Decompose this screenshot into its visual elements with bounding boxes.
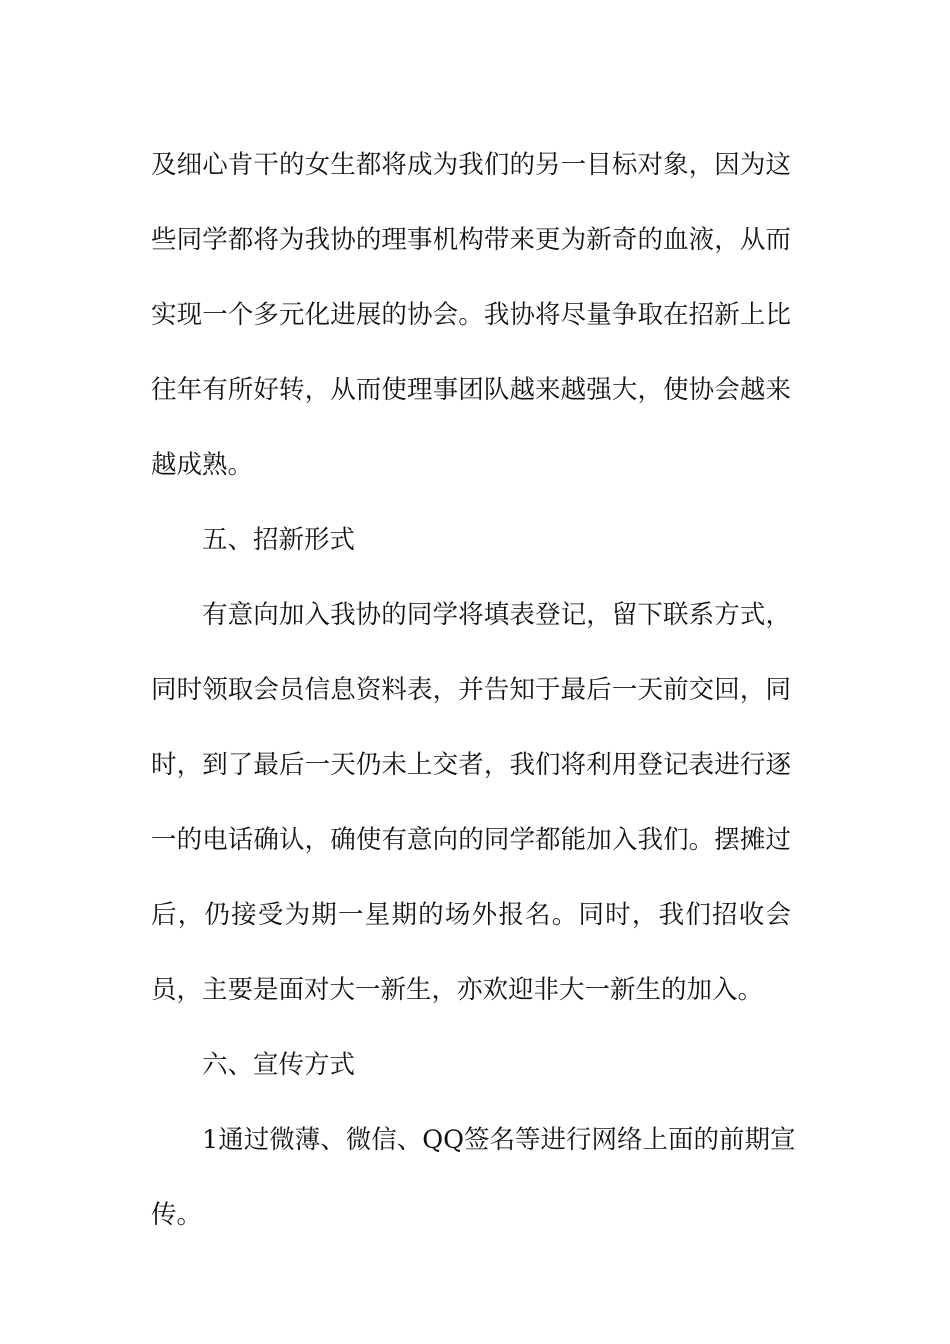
paragraph-line: 有意向加入我协的同学将填表登记，留下联系方式， <box>202 600 791 630</box>
paragraph-line: 往年有所好转，从而使理事团队越来越强大，使协会越来 <box>151 375 791 405</box>
paragraph-line: 时，到了最后一天仍未上交者，我们将利用登记表进行逐 <box>151 750 791 780</box>
paragraph-line: 传。 <box>151 1200 203 1230</box>
paragraph-line: 员，主要是面对大一新生，亦欢迎非大一新生的加入。 <box>151 975 764 1005</box>
paragraph-line: 1通过微薄、微信、QQ签名等进行网络上面的前期宣 <box>202 1125 796 1155</box>
paragraph-line: 后，仍接受为期一星期的场外报名。同时，我们招收会 <box>151 900 791 930</box>
paragraph-line: 同时领取会员信息资料表，并告知于最后一天前交回，同 <box>151 675 791 705</box>
paragraph-line: 些同学都将为我协的理事机构带来更为新奇的血液，从而 <box>151 225 791 255</box>
section-heading: 五、招新形式 <box>202 525 356 555</box>
paragraph-line: 实现一个多元化进展的协会。我协将尽量争取在招新上比 <box>151 300 791 330</box>
paragraph-line: 及细心肯干的女生都将成为我们的另一目标对象，因为这 <box>151 150 791 180</box>
section-heading: 六、宣传方式 <box>202 1050 356 1080</box>
paragraph-line: 一的电话确认，确使有意向的同学都能加入我们。摆摊过 <box>151 825 791 855</box>
document-body <box>151 128 796 1253</box>
paragraph-line: 越成熟。 <box>151 450 254 480</box>
